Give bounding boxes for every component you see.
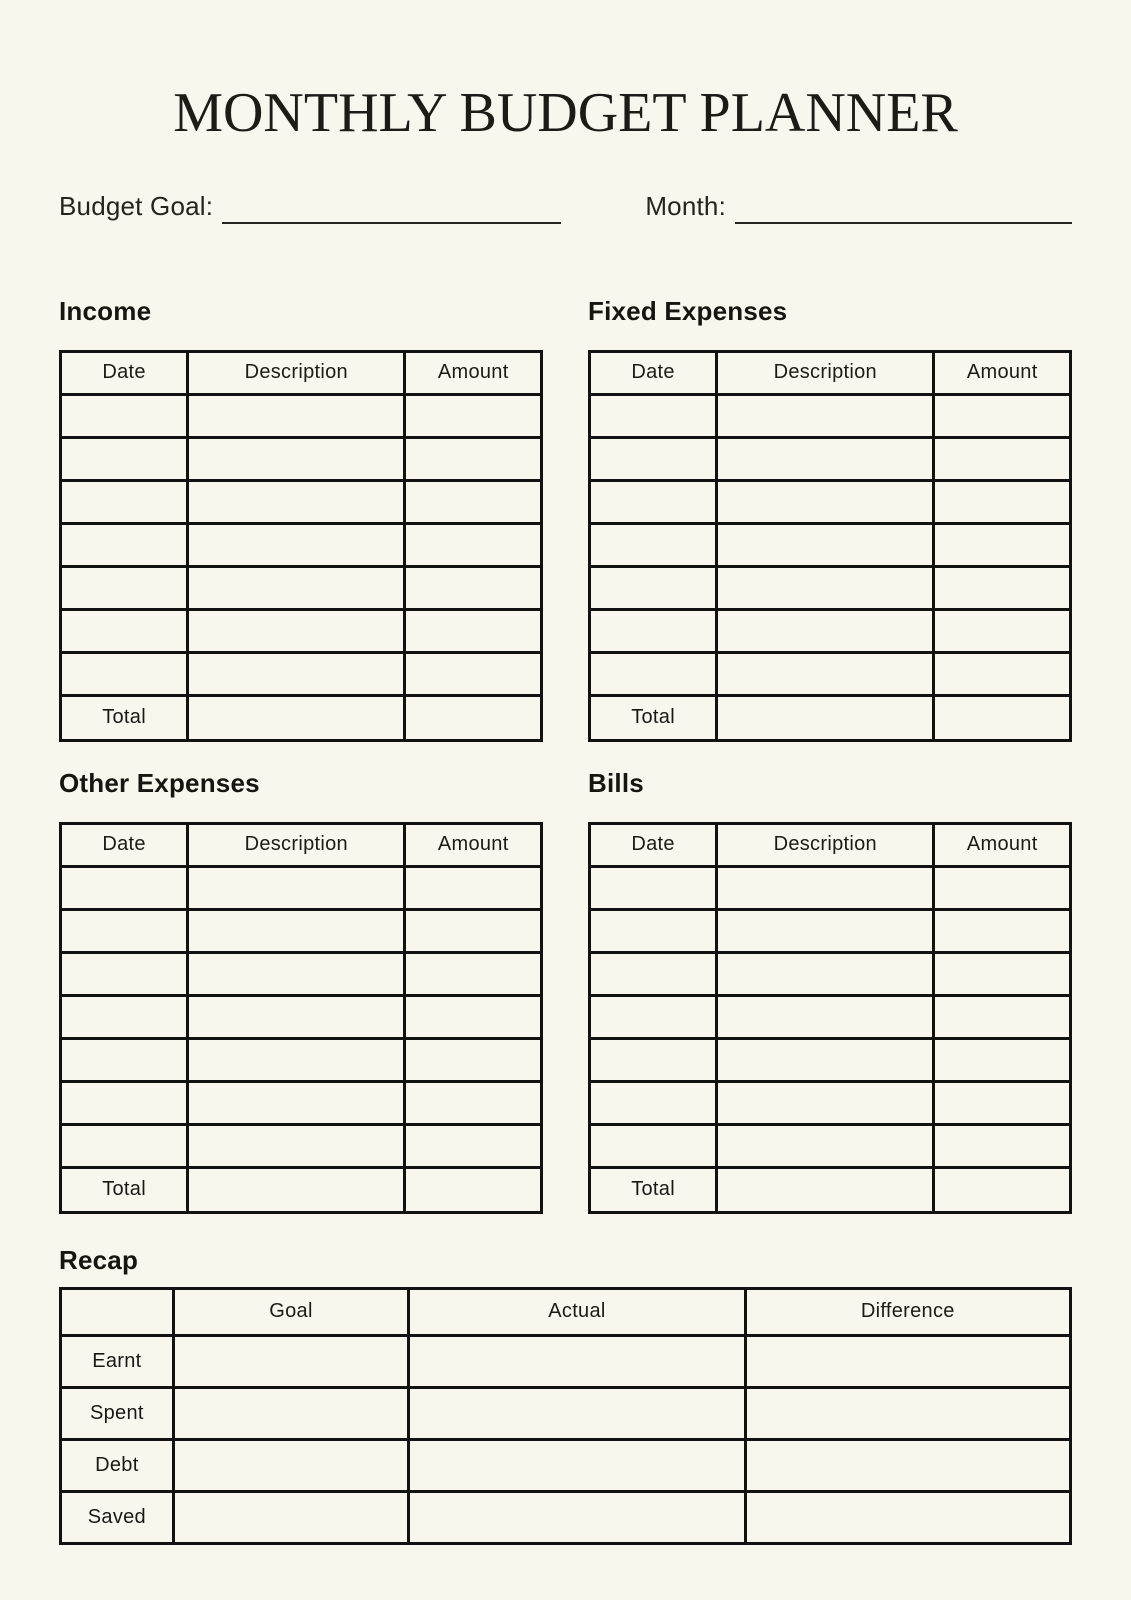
fixed-expenses-row-7 (590, 652, 1071, 695)
income-cell-r3c1[interactable] (61, 480, 188, 523)
bills-cell-r1c1[interactable] (590, 866, 717, 909)
other-expenses-cell-r2c3[interactable] (405, 909, 542, 952)
fixed-expenses-row-5 (590, 566, 1071, 609)
bills-column-header-date: Date (590, 823, 717, 866)
fixed-expenses-total-row (590, 695, 1071, 740)
bills-header-row (590, 823, 1071, 866)
fixed-expenses-total-description-cell[interactable] (717, 695, 934, 740)
recap-cell-saved-actual[interactable] (409, 1491, 745, 1543)
other-expenses-cell-r7c3[interactable] (405, 1124, 542, 1167)
other-expenses-cell-r6c3[interactable] (405, 1081, 542, 1124)
other-expenses-cell-r7c2[interactable] (188, 1124, 405, 1167)
other-expenses-cell-r1c1[interactable] (61, 866, 188, 909)
bills-row-1 (590, 866, 1071, 909)
other-expenses-total-label: Total (61, 1167, 188, 1212)
recap-column-header-actual: Actual (409, 1288, 745, 1335)
bills-column-header-amount: Amount (934, 823, 1071, 866)
income-cell-r1c2[interactable] (188, 394, 405, 437)
fixed-expenses-column-header-amount: Amount (934, 351, 1071, 394)
income-row-3 (61, 480, 542, 523)
income-cell-r4c1[interactable] (61, 523, 188, 566)
recap-cell-saved-difference[interactable] (745, 1491, 1070, 1543)
income-cell-r2c3[interactable] (405, 437, 542, 480)
bills-cell-r2c1[interactable] (590, 909, 717, 952)
income-total-description-cell[interactable] (188, 695, 405, 740)
fixed-expenses-column-header-date: Date (590, 351, 717, 394)
other-expenses-column-header-amount: Amount (405, 823, 542, 866)
bills-cell-r5c1[interactable] (590, 1038, 717, 1081)
income-cell-r3c3[interactable] (405, 480, 542, 523)
fixed-expenses-table (588, 350, 1072, 742)
fixed-expenses-cell-r4c1[interactable] (590, 523, 717, 566)
other-expenses-cell-r3c1[interactable] (61, 952, 188, 995)
bills-row-3 (590, 952, 1071, 995)
other-expenses-table (59, 822, 543, 1214)
other-expenses-cell-r5c3[interactable] (405, 1038, 542, 1081)
month-field (645, 187, 1072, 222)
fixed-expenses-cell-r6c3[interactable] (934, 609, 1071, 652)
other-expenses-row-5 (61, 1038, 542, 1081)
income-total-label: Total (61, 695, 188, 740)
bills-cell-r7c1[interactable] (590, 1124, 717, 1167)
bills-cell-r3c1[interactable] (590, 952, 717, 995)
other-expenses-section (59, 768, 543, 1214)
fixed-expenses-cell-r3c1[interactable] (590, 480, 717, 523)
recap-table (59, 1287, 1072, 1545)
recap-row-spent (61, 1387, 1071, 1439)
bills-table (588, 822, 1072, 1214)
income-table (59, 350, 543, 742)
recap-heading: Recap (59, 1244, 139, 1275)
income-cell-r2c2[interactable] (188, 437, 405, 480)
fixed-expenses-total-label: Total (590, 695, 717, 740)
other-expenses-cell-r3c3[interactable] (405, 952, 542, 995)
income-cell-r5c2[interactable] (188, 566, 405, 609)
fixed-expenses-column-header-description: Description (717, 351, 934, 394)
other-expenses-cell-r2c2[interactable] (188, 909, 405, 952)
income-row-2 (61, 437, 542, 480)
bills-cell-r6c2[interactable] (717, 1081, 934, 1124)
other-expenses-header-row (61, 823, 542, 866)
income-cell-r3c2[interactable] (188, 480, 405, 523)
other-expenses-row-2 (61, 909, 542, 952)
recap-row-label-saved: Saved (61, 1491, 174, 1543)
fixed-expenses-cell-r1c3[interactable] (934, 394, 1071, 437)
fixed-expenses-cell-r5c2[interactable] (717, 566, 934, 609)
income-row-1 (61, 394, 542, 437)
other-expenses-cell-r5c1[interactable] (61, 1038, 188, 1081)
fixed-expenses-cell-r5c3[interactable] (934, 566, 1071, 609)
recap-cell-earnt-actual[interactable] (409, 1335, 745, 1387)
recap-cell-debt-goal[interactable] (173, 1439, 409, 1491)
recap-cell-earnt-goal[interactable] (173, 1335, 409, 1387)
fixed-expenses-cell-r2c2[interactable] (717, 437, 934, 480)
other-expenses-cell-r7c1[interactable] (61, 1124, 188, 1167)
income-cell-r5c1[interactable] (61, 566, 188, 609)
income-cell-r1c1[interactable] (61, 394, 188, 437)
fixed-expenses-row-6 (590, 609, 1071, 652)
income-column-header-date: Date (61, 351, 188, 394)
bills-section (588, 768, 1072, 1214)
fixed-expenses-cell-r1c1[interactable] (590, 394, 717, 437)
fixed-expenses-row-1 (590, 394, 1071, 437)
fixed-expenses-cell-r7c1[interactable] (590, 652, 717, 695)
month-label: Month: (645, 190, 726, 221)
other-expenses-total-row (61, 1167, 542, 1212)
fixed-expenses-total-amount-cell[interactable] (934, 695, 1071, 740)
fixed-expenses-cell-r7c2[interactable] (717, 652, 934, 695)
other-expenses-row-3 (61, 952, 542, 995)
bills-total-amount-cell[interactable] (934, 1167, 1071, 1212)
bills-row-7 (590, 1124, 1071, 1167)
recap-cell-spent-difference[interactable] (745, 1387, 1070, 1439)
income-row-7 (61, 652, 542, 695)
other-expenses-row-7 (61, 1124, 542, 1167)
fixed-expenses-cell-r6c2[interactable] (717, 609, 934, 652)
bills-cell-r4c2[interactable] (717, 995, 934, 1038)
income-cell-r6c2[interactable] (188, 609, 405, 652)
income-cell-r7c2[interactable] (188, 652, 405, 695)
other-expenses-cell-r4c3[interactable] (405, 995, 542, 1038)
recap-column-header-blank (61, 1288, 174, 1335)
income-total-row (61, 695, 542, 740)
fixed-expenses-cell-r4c3[interactable] (934, 523, 1071, 566)
budget-goal-input[interactable] (222, 196, 561, 224)
income-column-header-amount: Amount (405, 351, 542, 394)
tables-row-1 (59, 296, 1072, 742)
fixed-expenses-cell-r3c2[interactable] (717, 480, 934, 523)
fixed-expenses-cell-r6c1[interactable] (590, 609, 717, 652)
income-cell-r6c3[interactable] (405, 609, 542, 652)
other-expenses-row-6 (61, 1081, 542, 1124)
recap-cell-debt-actual[interactable] (409, 1439, 745, 1491)
recap-cell-spent-goal[interactable] (173, 1387, 409, 1439)
income-cell-r6c1[interactable] (61, 609, 188, 652)
bills-total-row (590, 1167, 1071, 1212)
bills-row-6 (590, 1081, 1071, 1124)
page-title: MONTHLY BUDGET PLANNER (173, 82, 958, 144)
recap-row-label-earnt: Earnt (61, 1335, 174, 1387)
bills-cell-r5c3[interactable] (934, 1038, 1071, 1081)
recap-section (59, 1245, 1072, 1545)
other-expenses-column-header-date: Date (61, 823, 188, 866)
fixed-expenses-cell-r1c2[interactable] (717, 394, 934, 437)
income-header-row (61, 351, 542, 394)
income-cell-r7c3[interactable] (405, 652, 542, 695)
income-cell-r7c1[interactable] (61, 652, 188, 695)
recap-column-header-goal: Goal (173, 1288, 409, 1335)
income-cell-r1c3[interactable] (405, 394, 542, 437)
income-total-amount-cell[interactable] (405, 695, 542, 740)
bills-total-description-cell[interactable] (717, 1167, 934, 1212)
bills-cell-r7c3[interactable] (934, 1124, 1071, 1167)
bills-total-label: Total (590, 1167, 717, 1212)
tables-row-2 (59, 768, 1072, 1214)
bills-cell-r2c2[interactable] (717, 909, 934, 952)
fixed-expenses-cell-r2c1[interactable] (590, 437, 717, 480)
income-row-5 (61, 566, 542, 609)
bills-row-4 (590, 995, 1071, 1038)
bills-cell-r6c3[interactable] (934, 1081, 1071, 1124)
header-fields (0, 187, 1131, 222)
income-cell-r4c3[interactable] (405, 523, 542, 566)
income-cell-r4c2[interactable] (188, 523, 405, 566)
bills-cell-r4c3[interactable] (934, 995, 1071, 1038)
bills-heading: Bills (588, 767, 644, 798)
other-expenses-cell-r2c1[interactable] (61, 909, 188, 952)
other-expenses-cell-r4c1[interactable] (61, 995, 188, 1038)
fixed-expenses-section (588, 296, 1072, 742)
other-expenses-column-header-description: Description (188, 823, 405, 866)
bills-cell-r4c1[interactable] (590, 995, 717, 1038)
bills-cell-r5c2[interactable] (717, 1038, 934, 1081)
income-row-6 (61, 609, 542, 652)
income-heading: Income (59, 295, 152, 326)
month-input[interactable] (735, 196, 1072, 224)
recap-cell-spent-actual[interactable] (409, 1387, 745, 1439)
recap-header-row (61, 1288, 1071, 1335)
bills-column-header-description: Description (717, 823, 934, 866)
fixed-expenses-row-3 (590, 480, 1071, 523)
page-content (0, 296, 1131, 1545)
recap-column-header-difference: Difference (745, 1288, 1070, 1335)
other-expenses-cell-r4c2[interactable] (188, 995, 405, 1038)
other-expenses-cell-r1c3[interactable] (405, 866, 542, 909)
income-cell-r2c1[interactable] (61, 437, 188, 480)
bills-cell-r1c2[interactable] (717, 866, 934, 909)
recap-cell-debt-difference[interactable] (745, 1439, 1070, 1491)
income-column-header-description: Description (188, 351, 405, 394)
fixed-expenses-cell-r7c3[interactable] (934, 652, 1071, 695)
income-section (59, 296, 543, 742)
fixed-expenses-cell-r2c3[interactable] (934, 437, 1071, 480)
fixed-expenses-header-row (590, 351, 1071, 394)
other-expenses-heading: Other Expenses (59, 767, 260, 798)
income-cell-r5c3[interactable] (405, 566, 542, 609)
fixed-expenses-row-4 (590, 523, 1071, 566)
other-expenses-cell-r3c2[interactable] (188, 952, 405, 995)
fixed-expenses-cell-r3c3[interactable] (934, 480, 1071, 523)
recap-row-label-spent: Spent (61, 1387, 174, 1439)
bills-cell-r1c3[interactable] (934, 866, 1071, 909)
recap-row-label-debt: Debt (61, 1439, 174, 1491)
recap-row-earnt (61, 1335, 1071, 1387)
other-expenses-cell-r6c1[interactable] (61, 1081, 188, 1124)
other-expenses-row-1 (61, 866, 542, 909)
bills-cell-r6c1[interactable] (590, 1081, 717, 1124)
other-expenses-cell-r1c2[interactable] (188, 866, 405, 909)
bills-cell-r7c2[interactable] (717, 1124, 934, 1167)
bills-row-5 (590, 1038, 1071, 1081)
other-expenses-cell-r5c2[interactable] (188, 1038, 405, 1081)
recap-cell-saved-goal[interactable] (173, 1491, 409, 1543)
income-row-4 (61, 523, 542, 566)
fixed-expenses-row-2 (590, 437, 1071, 480)
other-expenses-total-amount-cell[interactable] (405, 1167, 542, 1212)
other-expenses-row-4 (61, 995, 542, 1038)
other-expenses-cell-r6c2[interactable] (188, 1081, 405, 1124)
bills-cell-r2c3[interactable] (934, 909, 1071, 952)
budget-goal-field (59, 187, 561, 222)
recap-row-debt (61, 1439, 1071, 1491)
bills-row-2 (590, 909, 1071, 952)
fixed-expenses-cell-r4c2[interactable] (717, 523, 934, 566)
budget-goal-label: Budget Goal: (59, 190, 214, 221)
other-expenses-total-description-cell[interactable] (188, 1167, 405, 1212)
recap-row-saved (61, 1491, 1071, 1543)
fixed-expenses-cell-r5c1[interactable] (590, 566, 717, 609)
fixed-expenses-heading: Fixed Expenses (588, 295, 788, 326)
bills-cell-r3c2[interactable] (717, 952, 934, 995)
recap-cell-earnt-difference[interactable] (745, 1335, 1070, 1387)
bills-cell-r3c3[interactable] (934, 952, 1071, 995)
